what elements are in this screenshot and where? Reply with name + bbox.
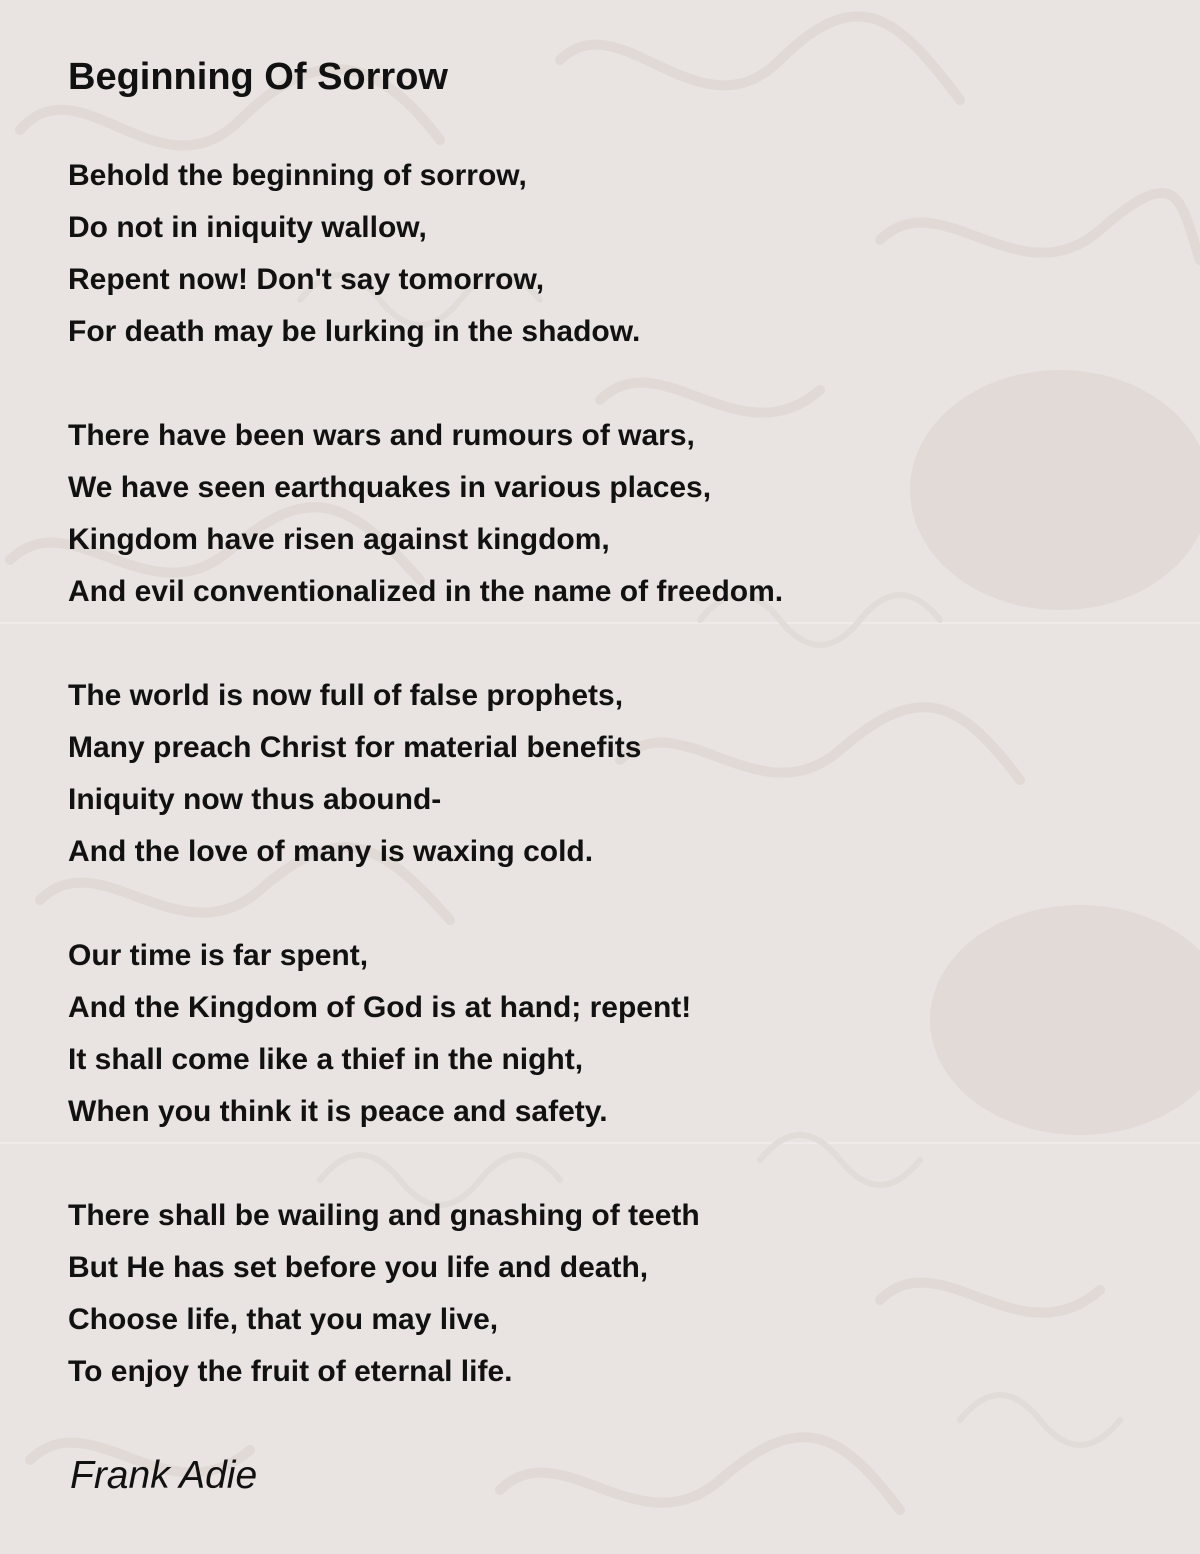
poem-line: Do not in iniquity wallow, <box>68 211 427 244</box>
stanza-5 <box>68 1190 1148 1398</box>
poem-line: There shall be wailing and gnashing of teeth <box>68 1199 700 1232</box>
poem-author: Frank Adie <box>70 1454 258 1497</box>
stanza-2 <box>68 410 1148 618</box>
poem-line: We have seen earthquakes in various places, <box>68 471 712 504</box>
stanza-1 <box>68 150 1148 358</box>
poem-body <box>68 150 1148 1450</box>
poem-line: Iniquity now thus abound- <box>68 783 442 816</box>
poem-line: Kingdom have risen against kingdom, <box>68 523 610 556</box>
poem-line: And the love of many is waxing cold. <box>68 835 594 868</box>
poem-title: Beginning Of Sorrow <box>68 56 448 98</box>
poem-line: Behold the beginning of sorrow, <box>68 159 527 192</box>
poem-line: But He has set before you life and death, <box>68 1251 649 1284</box>
poem-line: There have been wars and rumours of wars, <box>68 419 695 452</box>
poem-line: And the Kingdom of God is at hand; repent! <box>68 991 692 1024</box>
poem-line: For death may be lurking in the shadow. <box>68 315 641 348</box>
poem-line: To enjoy the fruit of eternal life. <box>68 1355 513 1388</box>
stanza-3 <box>68 670 1148 878</box>
poem-line: Our time is far spent, <box>68 939 369 972</box>
stanza-4 <box>68 930 1148 1138</box>
poem-line: Repent now! Don't say tomorrow, <box>68 263 545 296</box>
poem-line: Many preach Christ for material benefits <box>68 731 642 764</box>
poem-line: When you think it is peace and safety. <box>68 1095 608 1128</box>
poem-line: It shall come like a thief in the night, <box>68 1043 584 1076</box>
poem-line: The world is now full of false prophets, <box>68 679 624 712</box>
poem-line: Choose life, that you may live, <box>68 1303 499 1336</box>
poem-line: And evil conventionalized in the name of freedom. <box>68 575 784 608</box>
